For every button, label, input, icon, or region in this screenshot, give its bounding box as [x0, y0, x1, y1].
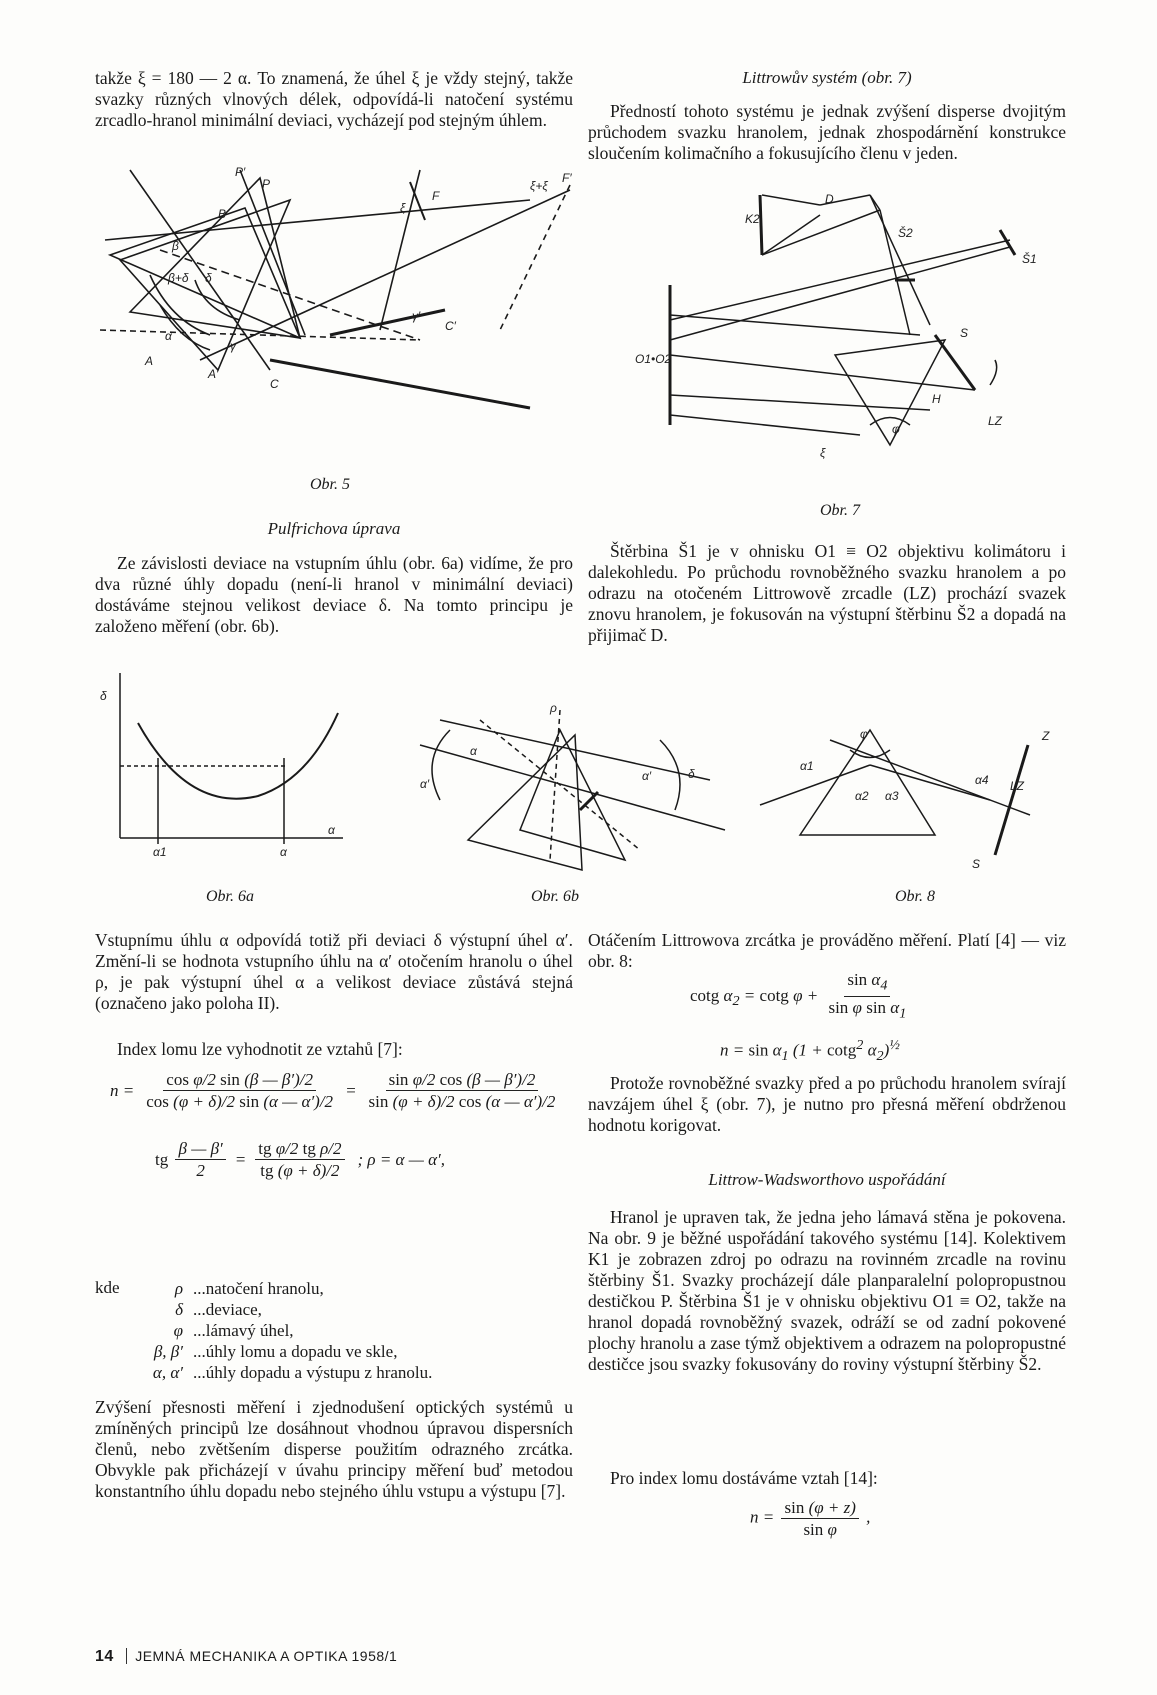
pulfrich-paragraph: Ze závislosti deviace na vstupním úhlu (obr. 6a) vidíme, že pro dva různé úhly dopadu (není-li hranol v minimální deviaci) dostáváme stejnou velikost deviace δ. Na tomto principu je založeno měření (obr. 6b).: [95, 553, 573, 636]
fig7-label-K2: K2: [745, 212, 760, 226]
intro-paragraph: takže ξ = 180 — 2 α. To znamená, že úhel ξ je vždy stejný, takže svazky různých vlnových délek, odpovídá-li natočení systému zrcadlo-hranol minimální deviaci, vycházejí pod stejným úhlem.: [95, 68, 573, 130]
equation-cotg: cotg $\alpha_2 = \cot g$ φ + $\frac{\sin \alpha_4}{\sin \varphi \sin \alpha_1}$: [690, 970, 907, 1022]
fig6a-caption: Obr. 6a: [205, 888, 254, 905]
equation-n-wadsworth: n = $\frac{\sin (\varphi + z)}{\text{sin φ}}$ ,: [750, 1498, 871, 1539]
fig5-label-C: C: [270, 377, 279, 391]
fig5-label-F1: F′: [562, 171, 572, 185]
fig5-label-beta: β: [172, 239, 179, 253]
def-row: δ ...deviace,: [175, 1300, 262, 1319]
fig8-caption: Obr. 8: [894, 888, 935, 905]
fig6a-label-a1: α1: [153, 845, 167, 859]
figure-5: [100, 165, 630, 470]
def-row: β, β′ ...úhly lomu a dopadu ve skle,: [153, 1342, 398, 1361]
vstup-paragraph: Vstupnímu úhlu α odpovídá totiž při deviaci δ výstupní úhel α′. Změní-li se hodnota vstupního úhlu na α′ otočením hranolu o úhel ρ, je pak výstupní úhel α a velikost deviace zůstává stejná (označeno jako poloha II).: [95, 930, 573, 1013]
fig7-label-D: D: [825, 192, 834, 206]
pulfrich-heading: Pulfrichova úprava: [267, 519, 401, 538]
def-row: φ ...lámavý úhel,: [173, 1321, 294, 1340]
fig7-label-xi: ξ: [820, 446, 826, 460]
fig5-label-gamma1: γ′: [412, 309, 421, 323]
fig6b-label-alpha: α: [470, 744, 477, 758]
page-number: 14: [95, 1648, 114, 1665]
fig5-label-P: P: [262, 177, 271, 191]
fig5-label-B: B: [218, 207, 227, 221]
sterbina-text: Štěrbina Š1 je v ohnisku O1 ≡ O2 objektivu kolimátoru i dalekohledu. Po průchodu rovnoběžného svazku hranolem a po odrazu na otočeném Littrowově zrcadle (LZ) prochází svazek znovu hranolem, je fokusován na výstupní štěrbinu Š2 a dopadá na přijimač D.: [588, 541, 1066, 645]
fig8-label-a1: α1: [800, 759, 814, 773]
fig5-label-F: F: [432, 189, 440, 203]
fig6b-caption: Obr. 6b: [530, 888, 579, 905]
fig7-label-H: H: [932, 392, 941, 406]
fig8-label-a3: α3: [885, 789, 899, 803]
fig7-label-S2: Š2: [898, 226, 913, 240]
def-row: ρ ...natočení hranolu,: [174, 1279, 324, 1298]
fig5-label-C1: C′: [445, 319, 456, 333]
figure-6a-chart: [98, 668, 358, 858]
fig5-label-xi: ξ: [400, 201, 406, 215]
fig6b-label-alpha1: α′: [420, 777, 430, 791]
fig7-label-S1: Š1: [1022, 252, 1037, 266]
wadsworth-heading: Littrow-Wadsworthovo uspořádání: [708, 1170, 946, 1189]
fig7-label-O: O1•O2: [635, 352, 672, 366]
fig6a-label-a2: α: [280, 845, 287, 859]
littrow-heading: Littrowův systém (obr. 7): [742, 68, 912, 87]
fig8-label-a2: α2: [855, 789, 869, 803]
fig8-label-a4: α4: [975, 773, 989, 787]
fig6b-label-alpha2: α′: [642, 769, 652, 783]
fig8-label-phi: φ: [860, 727, 868, 741]
fig5-label-beta-delta: β+δ: [168, 271, 189, 285]
figure-8: [760, 720, 1060, 870]
sterbina-paragraph: [588, 541, 1066, 646]
otaceni-paragraph: Otáčením Littrowova zrcátka je prováděno měření. Platí [4] — viz obr. 8:: [588, 930, 1066, 971]
fig5-label-P1: P′: [235, 165, 246, 179]
equation-n-littrow: $n = \sin \alpha_1$ (1 + cotg$^2$ $\alpha_2)^{\frac{1}{2}}$: [720, 1037, 900, 1065]
figure-6b: [420, 700, 730, 870]
page-footer: [95, 1648, 397, 1666]
fig6b-label-rho: ρ: [550, 701, 557, 715]
figure-7: [635, 175, 1090, 485]
fig5-label-A: A: [145, 354, 154, 368]
fig8-label-Z: Z: [1042, 729, 1050, 743]
wadsworth-paragraph: Hranol je upraven tak, že jedna jeho lámavá stěna je pokovena. Na obr. 9 je běžné uspořádání takového systému [14]. Kolektivem K1 je zobrazen zdroj po odrazu na rovinném zrcadle na rovinu štěrbiny Š1. Svazky procházejí dále planparalelní polopropustnou destičkou P. Štěrbina Š1 je v ohnisku objektivu O1 ≡ O2, takže na hranol dopadá rovnoběžný svazek, odráží se od zadní pokovené plochy hranolu a zase týmž objektivem a odrazem na polopropustné destičce jsou svazky fokusovány do roviny výstupní štěrbiny Š2.: [588, 1207, 1066, 1374]
equation-n: n = $\frac{\text{cos φ/2 sin (β — β′)/2}}{\cos (\varphi + \delta)/2 \sin (\alpha — \alpha')/2}$ = $\frac{\text{sin φ/2 cos (β — β′)/2}}{\sin (\varphi + \delta)/2 \cos (\alpha — \alpha')/2}$ tg $\frac{\beta — \beta'}{2}$ = $\frac{\text{tg φ/2 tg ρ/2}}{tg (\varphi + \delta)/2}$ ; ρ = α — α′,: [110, 1070, 556, 1180]
journal-name: JEMNÁ MECHANIKA A OPTIKA 1958/1: [135, 1648, 398, 1664]
fig7-label-LZ: LZ: [988, 414, 1003, 428]
def-row: α, α′ ...úhly dopadu a výstupu z hranolu.: [152, 1363, 433, 1382]
fig5-label-xi2: ξ+ξ: [530, 179, 548, 193]
pro-index-paragraph: Pro index lomu dostáváme vztah [14]:: [610, 1468, 878, 1488]
fig8-label-S: S: [972, 857, 981, 871]
fig5-caption: Obr. 5: [309, 476, 350, 493]
fig7-label-phi: φ: [892, 422, 900, 436]
fig6a-label-delta: δ: [100, 689, 107, 703]
fig8-label-LZ: LZ: [1010, 779, 1025, 793]
defs-kde: kde: [95, 1278, 120, 1297]
index-paragraph: Index lomu lze vyhodnotit ze vztahů [7]:: [117, 1039, 403, 1059]
fig5-label-A1: A′: [208, 367, 219, 381]
fig6b-label-delta: δ: [688, 767, 695, 781]
fig5-label-delta: δ: [205, 271, 212, 285]
protoze-paragraph: Protože rovnoběžné svazky před a po průchodu hranolem svírají navzájem úhel ξ (obr. 7), je nutno pro přesná měření obdrženou hodnotu korigovat.: [588, 1073, 1066, 1135]
fig7-label-S: S: [960, 326, 969, 340]
littrow-paragraph: Předností tohoto systému je jednak zvýšení disperse dvojitým průchodem svazku hranolem, jednak zhospodárnění konstrukce sloučením kolimačního a fokusujícího členu v jeden.: [588, 101, 1066, 163]
fig7-caption: Obr. 7: [819, 502, 860, 519]
outro-paragraph: Zvýšení přesnosti měření i zjednodušení optických systémů u zmíněných principů lze dosáhnout vhodnou úpravou dispersních členů, nebo zvětšením disperse použitím odrazného zrcátka. Obvykle pak přicházejí v úvahu principy měření buď metodou konstantního úhlu dopadu nebo stejného úhlu vstupu a výstupu [7].: [95, 1397, 573, 1501]
fig5-label-alpha: α: [165, 329, 172, 343]
fig5-label-gamma: γ: [230, 339, 236, 353]
fig6a-label-alpha-axis: α: [328, 823, 335, 837]
